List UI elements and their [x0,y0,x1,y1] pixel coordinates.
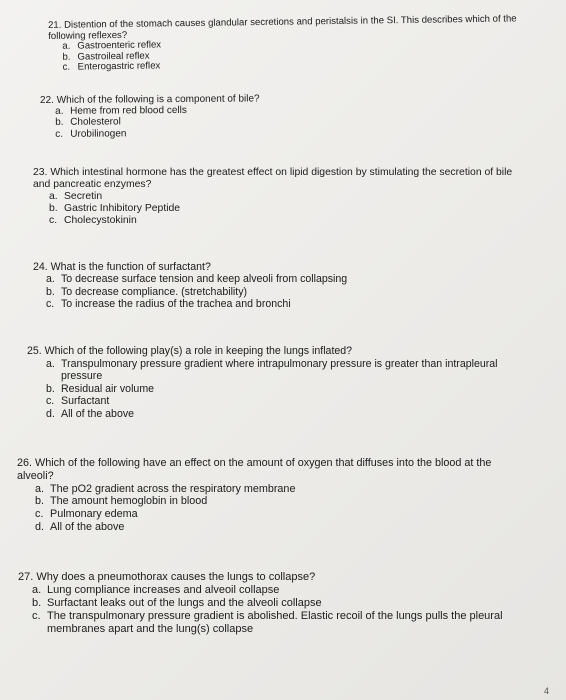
question-21 [48,14,519,74]
page-number: 4 [544,686,550,696]
option-item [35,508,517,521]
option-letter: b. [46,285,55,298]
option-letter: b. [62,51,71,63]
question-stem: 23. Which intestinal hormone has the greatest effect on lipid digestion by stimulating the secretion of bile and pancreatic enzymes? [33,167,513,190]
option-list [62,36,518,74]
option-letter: d. [46,407,55,420]
option-text: The amount hemoglobin in blood [50,495,208,508]
option-text: Pulmonary edema [50,508,138,521]
option-item [55,125,507,139]
option-letter: b. [49,203,58,214]
option-letter: a. [49,191,58,202]
question-27 [12,571,532,636]
option-letter: b. [55,117,64,129]
option-list [49,191,513,227]
option-letter: c. [32,610,41,622]
option-letter: c. [46,298,55,311]
question-stem: 24. What is the function of surfactant? [33,261,211,273]
option-text: Urobilinogen [70,127,127,140]
option-item [49,215,513,227]
option-letter: c. [46,395,55,408]
option-item [46,286,510,298]
option-text: Surfactant [61,395,110,408]
option-text: Surfactant leaks out of the lungs and the alveoli collapse [47,597,322,609]
question-stem: 26. Which of the following have an effect on the amount of oxygen that diffuses into the blood at the alveoli? [17,457,492,482]
option-text: Lung compliance increases and alveoil collapse [47,584,280,596]
option-text: Secretin [64,191,103,202]
option-letter: a. [62,40,71,52]
option-letter: b. [46,382,55,395]
option-letter: a. [55,106,64,118]
option-list [46,273,510,310]
option-item [35,483,517,496]
option-item [32,597,532,610]
option-letter: c. [35,508,44,521]
question-stem: 25. Which of the following play(s) a role in keeping the lungs inflated? [27,345,353,357]
option-item [35,495,517,508]
option-letter: c. [55,128,64,140]
option-text: Gastric Inhibitory Peptide [64,203,181,214]
option-letter: c. [62,62,71,74]
option-text: Gastroileal reflex [77,50,150,63]
option-text: Transpulmonary pressure gradient where intrapulmonary pressure is greater than intrapleural pressure [61,357,498,383]
question-26 [17,457,517,534]
option-letter: c. [49,215,58,226]
option-item [46,358,537,383]
option-letter: a. [32,584,42,596]
option-list [55,103,507,140]
option-item [49,203,513,215]
option-text: Cholesterol [70,116,121,129]
option-list [46,358,537,421]
question-stem: 21. Distention of the stomach causes glandular secretions and peristalsis in the SI. This describes which of the following reflexes? [47,13,517,42]
option-item [35,521,517,534]
question-stem: 27. Why does a pneumothorax causes the lungs to collapse? [18,571,316,583]
option-text: All of the above [50,520,125,533]
question-25 [27,345,537,421]
option-item [49,191,513,203]
option-text: Gastroenteric reflex [77,39,162,52]
option-item [46,298,510,310]
option-letter: a. [35,482,45,495]
option-item [32,584,532,597]
option-text: All of the above [61,407,135,420]
option-list [35,483,517,534]
question-stem: 22. Which of the following is a component of bile? [39,93,260,106]
option-text: To decrease compliance. (stretchability) [61,285,248,298]
option-text: Heme from red blood cells [70,105,187,117]
option-text: The transpulmonary pressure gradient is abolished. Elastic recoil of the lungs pulls the pleural membranes apart and the lung(s) collapse [47,610,503,635]
question-24 [30,261,510,311]
option-letter: d. [35,520,45,533]
option-text: To decrease surface tension and keep alveoli from collapsing [61,273,348,286]
option-text: Cholecystokinin [64,215,137,226]
option-item [32,610,532,636]
option-letter: b. [32,597,42,609]
option-item [46,395,537,408]
option-list [32,584,532,636]
option-letter: a. [46,273,55,286]
option-item [46,383,537,396]
option-letter: b. [35,495,45,508]
question-22 [37,92,507,140]
option-item [46,408,537,421]
option-letter: a. [46,357,55,370]
option-text: Enterogastric reflex [77,60,161,73]
option-text: The pO2 gradient across the respiratory membrane [50,482,296,495]
option-text: Residual air volume [61,382,155,395]
question-23 [33,167,513,227]
option-text: To increase the radius of the trachea and bronchi [61,298,291,311]
option-item [46,273,510,285]
